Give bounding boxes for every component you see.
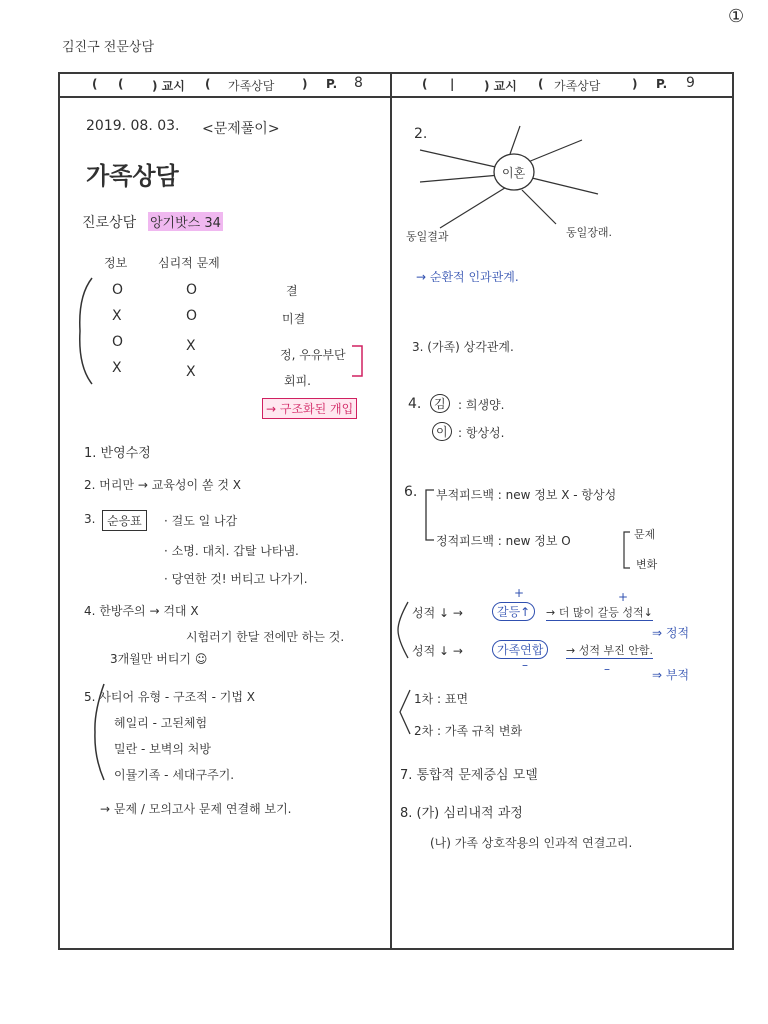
item-4-b: 시험러기 한달 전에만 하는 것. [186,630,345,644]
table-row-2-result: 미결 [282,312,306,326]
q8-b: (나) 가족 상호작용의 인과적 연결고리. [430,836,633,850]
right-header-p-label: P. [656,77,668,91]
right-header-paren-2: | [450,77,455,91]
item-5-a: 5. 사티어 유형 - 구조적 - 기법 X [84,690,255,704]
left-header-paren-2: ( [118,77,124,91]
flow-2-b: 가족연합 [492,640,548,659]
table-row-4-info: X [112,360,122,376]
note-title: 가족상담 [86,162,179,190]
flow-1-d: ⇒ 정적 [652,626,690,640]
item-4-a: 4. 한방주의 → 걱대 X [84,604,199,618]
levels-brace [398,688,412,736]
q4-label: 4. [408,396,422,412]
left-header-period: ) 교시 [152,79,185,93]
col-header-info: 정보 [104,256,128,270]
right-header-subject: 가족상담 [554,79,601,93]
flow-1-b: 갈등↑ [492,602,535,621]
q6-label: 6. [404,484,418,500]
flow-1-a: 성적 ↓ → [412,606,463,620]
flow-2-d: ⇒ 부적 [652,668,690,682]
flow-plus-2: + [618,590,629,604]
left-header-subject: 가족상담 [228,79,275,93]
item-1: 1. 반영수정 [84,446,151,461]
table-row-3-psych: X [186,338,196,354]
left-header-p-label: P. [326,77,338,91]
q4-a-circle: 김 [430,394,450,413]
item-3-c: · 당연한 것! 버티고 나가기. [164,572,308,586]
left-header-page: 8 [354,75,363,91]
table-row-4-result: 회피. [284,374,311,388]
diagram-left-label: 동일결과 [406,230,449,243]
item-2: 2. 머리만 → 교육성이 쏟 것 X [84,478,241,492]
note-tag: <문제풀이> [202,121,280,137]
q2-label: 2. [414,126,428,142]
flow-plus-1: + [514,586,525,600]
item-3-b: · 소명. 대치. 갑탈 나타냄. [164,544,299,558]
page-number: ① [728,6,745,27]
q6-sub-bracket [620,530,632,570]
table-row-2-psych: O [186,308,198,324]
q7: 7. 통합적 문제중심 모델 [400,768,538,783]
item-3-a: · 걸도 일 나감 [164,514,238,528]
table-row-2-info: X [112,308,122,324]
diagram-right-label: 동일장래. [566,226,613,239]
left-brace [76,276,96,386]
level-2: 2차 : 가족 규칙 변화 [414,724,523,738]
item-5-c: 밀란 - 보벽의 처방 [114,742,211,756]
right-header-period: ) 교시 [484,79,517,93]
structured-intervention-note: → 구조화된 개입 [262,398,357,419]
note-subtitle-highlight: 앙기밧스 34 [148,212,223,231]
table-row-3-result: 정, 우유부단 [280,348,346,362]
q6-c: 문제 [634,528,656,541]
flow-2-c: → 성적 부진 안함. [566,644,653,657]
table-row-1-psych: O [186,282,198,298]
q6-bracket [422,488,436,542]
note-date: 2019. 08. 03. [86,118,180,134]
table-row-1-result: 결 [286,284,298,298]
author-label: 김진구 전문상담 [62,40,155,55]
q6-b: 정적피드백 : new 정보 O [436,534,571,548]
right-header-paren-3: ( [538,77,544,91]
left-header-paren-4: ) [302,77,308,91]
item-3-label: 3. [84,512,96,526]
level-1: 1차 : 표면 [414,692,469,706]
q4-b-circle: 이 [432,422,452,441]
flow-minus-1: – [522,658,528,672]
right-header-paren-1: ( [422,77,428,91]
pink-bracket [350,344,366,378]
item-5-b: 헤일리 - 고된체험 [114,716,208,730]
diagram-center: 이혼 [502,166,526,180]
flow-brace [396,600,410,660]
table-row-4-psych: X [186,364,196,380]
column-divider [390,72,392,950]
q6-d: 변화 [636,558,658,571]
flow-1-c: → 더 많이 갈등 성적↓ [546,606,653,619]
item-5-d: 이뮬기족 - 세대구주기. [114,768,235,782]
right-header-page: 9 [686,75,695,91]
col-header-psych: 심리적 문제 [158,256,220,270]
item-5-e: → 문제 / 모의고사 문제 연결해 보기. [100,802,292,816]
item-3-box: 순응표 [102,510,147,531]
circular-causality-note: → 순환적 인과관계. [416,270,519,284]
right-header-paren-4: ) [632,77,638,91]
left-header-paren-3: ( [205,77,211,91]
q8-a: 8. (가) 심리내적 과정 [400,806,523,821]
q3: 3. (가족) 상각관계. [412,340,514,354]
table-row-1-info: O [112,282,124,298]
note-subtitle-a: 진로상담 [82,215,137,231]
flow-2-a: 성적 ↓ → [412,644,463,658]
q6-a: 부적피드백 : new 정보 X - 항상성 [436,488,617,502]
q4-a: : 희생양. [458,398,505,412]
left-header-paren-1: ( [92,77,98,91]
flow-minus-2: – [604,662,610,676]
item-4-c: 3개월만 버티기 ☺ [110,652,208,666]
table-row-3-info: O [112,334,124,350]
q4-b: : 항상성. [458,426,505,440]
